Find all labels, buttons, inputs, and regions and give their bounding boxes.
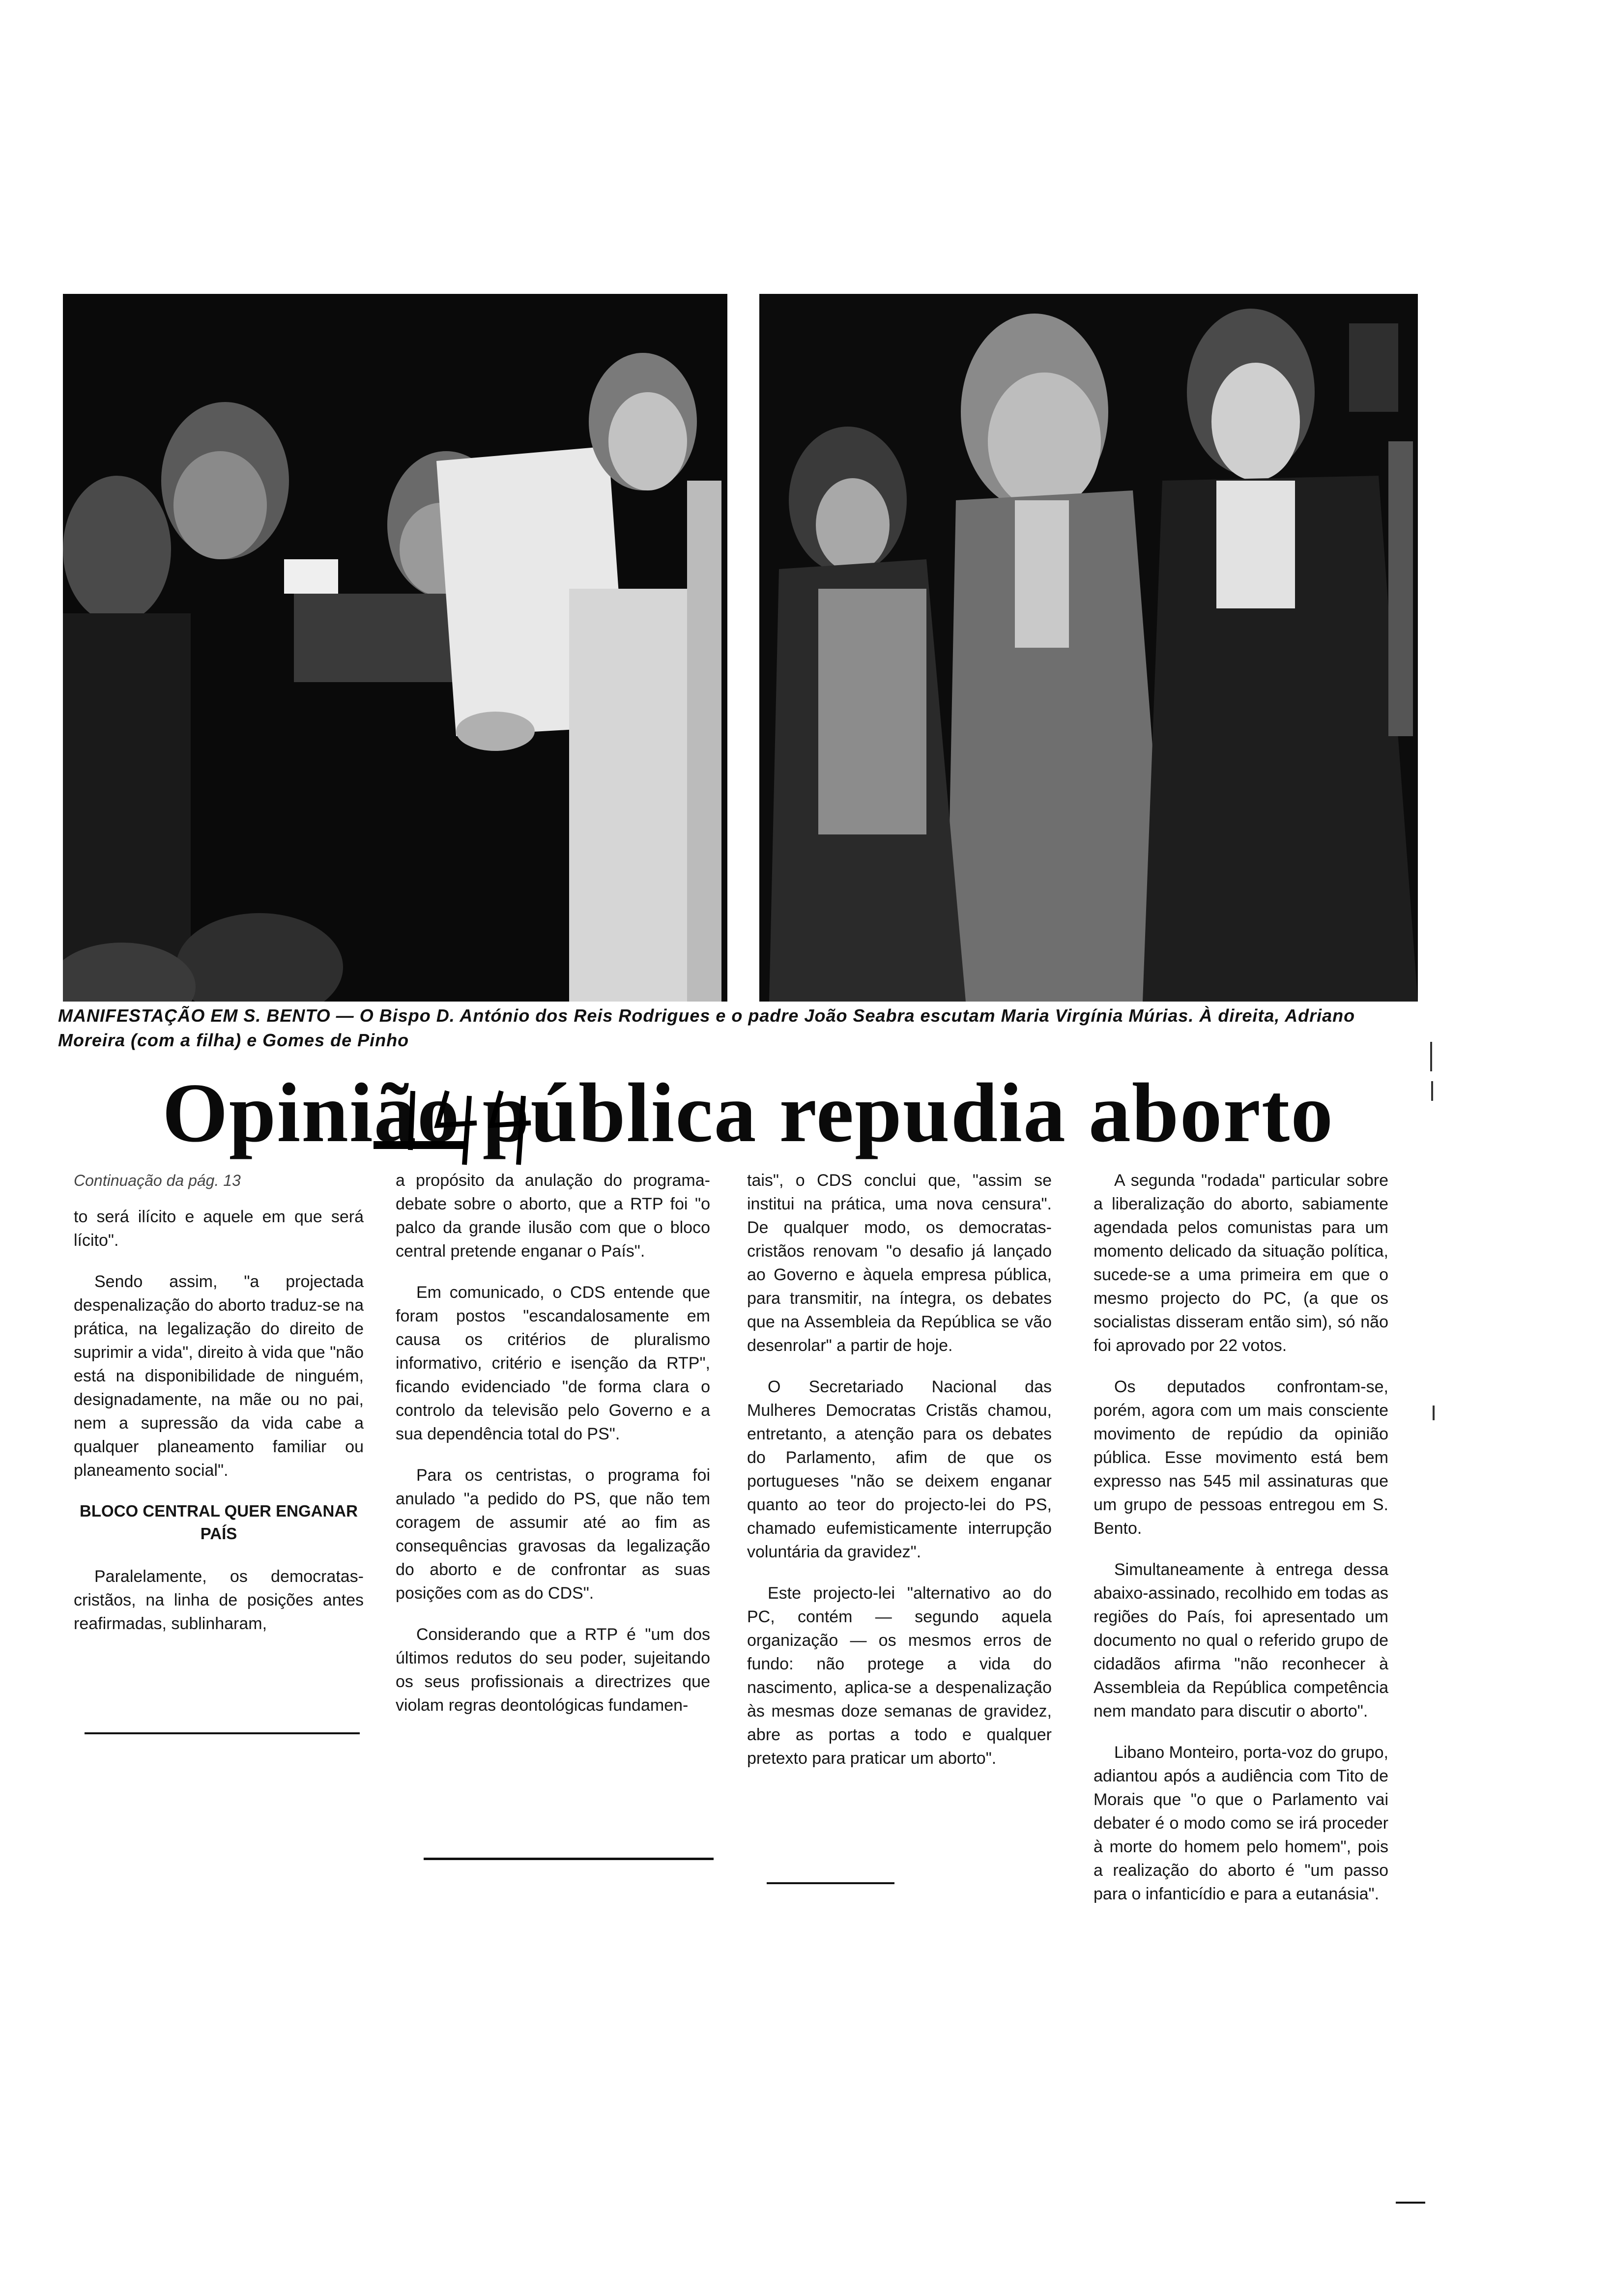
col4-paragraph-2: Os deputados confrontam-se, porém, agora com um mais consciente movimento de repúdio da opinião pública. Esse movimento está bem expresso nas 545 mil assinaturas que um grupo de pessoas entregou em S. Bento. — [1094, 1378, 1388, 1538]
photo-left-image — [63, 294, 727, 1002]
col1-paragraph-1: to será ilícito e aquele em que será lícito". — [74, 1207, 364, 1250]
col3-paragraph-2: O Secretariado Nacional das Mulheres Democratas Cristãs chamou, entretanto, a atenção para os debates do Parlamento, afim de que os portugueses "não se deixem enganar quanto ao teor do projecto-lei do PS, chamado eufemisticamente interrupção voluntária da gravidez". — [747, 1378, 1052, 1561]
column-rule — [767, 1882, 894, 1884]
column-rule — [85, 1732, 360, 1734]
column-rule — [424, 1858, 714, 1860]
col4-paragraph-1: A segunda "rodada" particular sobre a liberalização do aborto, sabiamente agendada pelos comunistas para um momento delicado da situação política, sucede-se a uma primeira em que o mesmo projecto do PC, (a que os socialistas disseram então sim), só não foi aprovado por 22 votos. — [1094, 1171, 1388, 1355]
col2-paragraph-3: Para os centristas, o programa foi anulado "a pedido do PS, que não tem coragem de assumir até ao fim as consequências gravosas da legalização do aborto e de confrontar as suas posições com as do CDS". — [396, 1466, 710, 1603]
col2-paragraph-2: Em comunicado, o CDS entende que foram postos "escandalosamente em causa os critérios de pluralismo informativo, critério e isenção da RTP", ficando evidenciado "de forma clara o controlo da televisão pelo Governo e a sua dependência total do PS". — [396, 1283, 710, 1443]
scan-artifact — [1431, 1081, 1433, 1101]
column-rule — [1396, 2202, 1425, 2204]
handwritten-page-number — [354, 1071, 550, 1170]
scan-artifact — [1433, 1406, 1435, 1420]
col3-paragraph-1: tais", o CDS conclui que, "assim se institui na prática, uma nova censura". De qualquer modo, os democratas-cristãos renovam "o desafio já lançado ao Governo e àquela empresa pública, para transmitir, na íntegra, os debates que na Assembleia da República se vão desenrolar" a partir de hoje. — [747, 1171, 1052, 1355]
col4-paragraph-3: Simultaneamente à entrega dessa abaixo-assinado, recolhido em todas as regiões do País, foi apresentado um documento no qual o referido grupo de cidadãos afirma "não reconhecer à Assembleia da República competência nem mandato para discutir o aborto". — [1094, 1560, 1388, 1721]
article-column-2 — [396, 1169, 710, 1735]
article-column-1 — [74, 1169, 364, 1653]
subheading: BLOCO CENTRAL QUER ENGANAR PAÍS — [80, 1502, 358, 1543]
article-column-3 — [747, 1169, 1052, 1788]
col2-paragraph-1: a propósito da anulação do programa-debate sobre o aborto, que a RTP foi "o palco da grande ilusão com que o bloco central pretende enganar o País". — [396, 1171, 710, 1261]
col2-paragraph-4: Considerando que a RTP é "um dos últimos redutos do seu poder, sujeitando os seus profissionais a directrizes que violam regras deontológicas fundamen- — [396, 1625, 710, 1715]
col3-paragraph-3: Este projecto-lei "alternativo ao do PC, contém — segundo aquela organização — os mesmos erros de fundo: não protege a vida do nascimento, aplica-se a despenalização às mesmas doze semanas de gravidez, abre as portas a todo e qualquer pretexto para praticar um aborto". — [747, 1584, 1052, 1768]
article-column-4 — [1094, 1169, 1388, 1923]
col4-paragraph-4: Libano Monteiro, porta-voz do grupo, adiantou após a audiência com Tito de Morais que "o que o Parlamento vai debater é o modo como se irá proceder à morte do homem pelo homem", pois a realização do aborto é "um passo para o infanticídio e para a eutanásia". — [1094, 1743, 1388, 1903]
col1-paragraph-3: Paralelamente, os democratas-cristãos, na linha de posições antes reafirmadas, sublinharam, — [74, 1567, 364, 1633]
headline: Opinião pública repudia aborto — [162, 1066, 1334, 1160]
handwritten-mark-icon — [354, 1071, 550, 1170]
scan-artifact — [1430, 1042, 1432, 1071]
continuation-note: Continuação da pág. 13 — [74, 1172, 241, 1189]
photo-right — [759, 294, 1418, 1002]
col1-paragraph-2: Sendo assim, "a projectada despenalização do aborto traduz-se na prática, na legalização do direito de suprimir a vida", direito à vida que "não está na disponibilidade de ninguém, designadamente, na mãe ou no pai, nem a supressão da vida cabe a qualquer planeamento familiar ou planeamento social". — [74, 1272, 364, 1480]
photo-left — [63, 294, 727, 1002]
photo-right-image — [759, 294, 1418, 1002]
photo-caption: MANIFESTAÇÃO EM S. BENTO — O Bispo D. António dos Reis Rodrigues e o padre João Seabra escutam Maria Virgínia Múrias. À direita, Adriano Moreira (com a filha) e Gomes de Pinho — [58, 1005, 1355, 1050]
